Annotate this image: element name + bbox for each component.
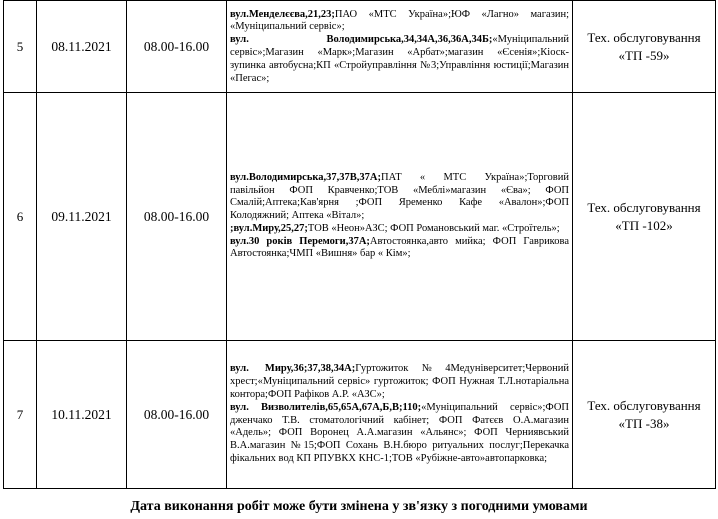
address-street: вул. Миру,36;37,38,34А;: [230, 363, 356, 375]
address-line: [230, 223, 569, 236]
row-date: 09.11.2021: [37, 93, 127, 341]
row-note: Тех. обслуговування «ТП -59»: [573, 1, 716, 93]
address-detail: Автостоянка,авто мийка; ФОП Гаврикова Автостоянка;ЧМП «Вишня» бар « Кім»;: [230, 235, 569, 260]
address-street: вул.Менделєєва,21,23;: [230, 8, 335, 20]
address-line: [230, 236, 569, 262]
table-row: [4, 93, 716, 341]
address-detail: Гуртожиток№4Медуніверситет;Червоний хрест;«Муніципальний сервіс» гуртожиток; ФОП Нужная Т.Л.нотаріальна контора;ФОП Рафіков А.Р. «АЗС»;: [230, 363, 569, 400]
address-detail: «Муніципальний сервіс»;ФОП дженчако Т.В. стоматологічний кабінет; ФОП Фатєєв О.А.магазин «Адель»; ФОП Воронец А.А.магазин «Альянс»; ФОП Черниявський В.А.магазин №15;ФОП Сохань В.Н.бюро ритуальних послуг;Перекачка фікальних вод КП РПУВКХ КНС-1;ТОВ «Рубіжне-авто»автопарковка;: [230, 401, 569, 464]
address-street: вул. Володимирська,34,34А,36,36А,34Б;: [230, 34, 493, 46]
row-time: 08.00-16.00: [127, 1, 227, 93]
address-line: [230, 363, 569, 401]
row-time: 08.00-16.00: [127, 341, 227, 489]
table-row: [4, 341, 716, 489]
address-detail: «Муніципальний сервіс»;Магазин «Марк»;Магазин «Арбат»;магазин «Єсенія»;Кіоск-зупинка автобусна;КП «Стройуправління №3;Управління юстиції;Магазин «Пегас»;: [230, 34, 569, 84]
row-note: Тех. обслуговування «ТП -38»: [573, 341, 716, 489]
address-line: [230, 34, 569, 85]
address-detail: ПАО «МТС Україна»;ЮФ «Лагно» магазин; «Муніципальний сервіс»;: [230, 8, 569, 33]
outage-schedule-table: [3, 0, 716, 489]
row-number: 5: [4, 1, 37, 93]
address-street: ;вул.Миру,25,27;: [230, 222, 308, 234]
address-street: вул.30 років Перемоги,37А;: [230, 235, 370, 247]
row-address: [227, 1, 573, 93]
row-address: [227, 93, 573, 341]
address-line: [230, 402, 569, 466]
row-date: 08.11.2021: [37, 1, 127, 93]
row-number: 6: [4, 93, 37, 341]
footer-note: Дата виконання робіт може бути змінена у зв'язку з погодними умовами: [130, 499, 588, 514]
address-detail: ТОВ «Неон»АЗС; ФОП Романовський маг. «Строїтель»;: [307, 222, 560, 234]
row-date: 10.11.2021: [37, 341, 127, 489]
row-time: 08.00-16.00: [127, 93, 227, 341]
row-note: Тех. обслуговування «ТП -102»: [573, 93, 716, 341]
row-number: 7: [4, 341, 37, 489]
table-row: [4, 1, 716, 93]
address-street: вул.Володимирська,37,37В,37А;: [230, 171, 381, 183]
address-line: [230, 9, 569, 35]
table-body: [4, 1, 716, 489]
row-address: [227, 341, 573, 489]
address-line: [230, 172, 569, 223]
address-street: вул. Визволителів,65,65А,67А,Б,В;110;: [230, 401, 422, 413]
address-detail: ПАТ « МТС Україна»;Торговий павільйон ФОП Кравченко;ТОВ «Меблі»магазин «Єва»; ФОП Смалій;Аптека;Кав'ярня ;ФОП Яременко Кафе «Авалон»;ФОП Колодяжний; Аптека «Вітал»;: [230, 171, 569, 222]
